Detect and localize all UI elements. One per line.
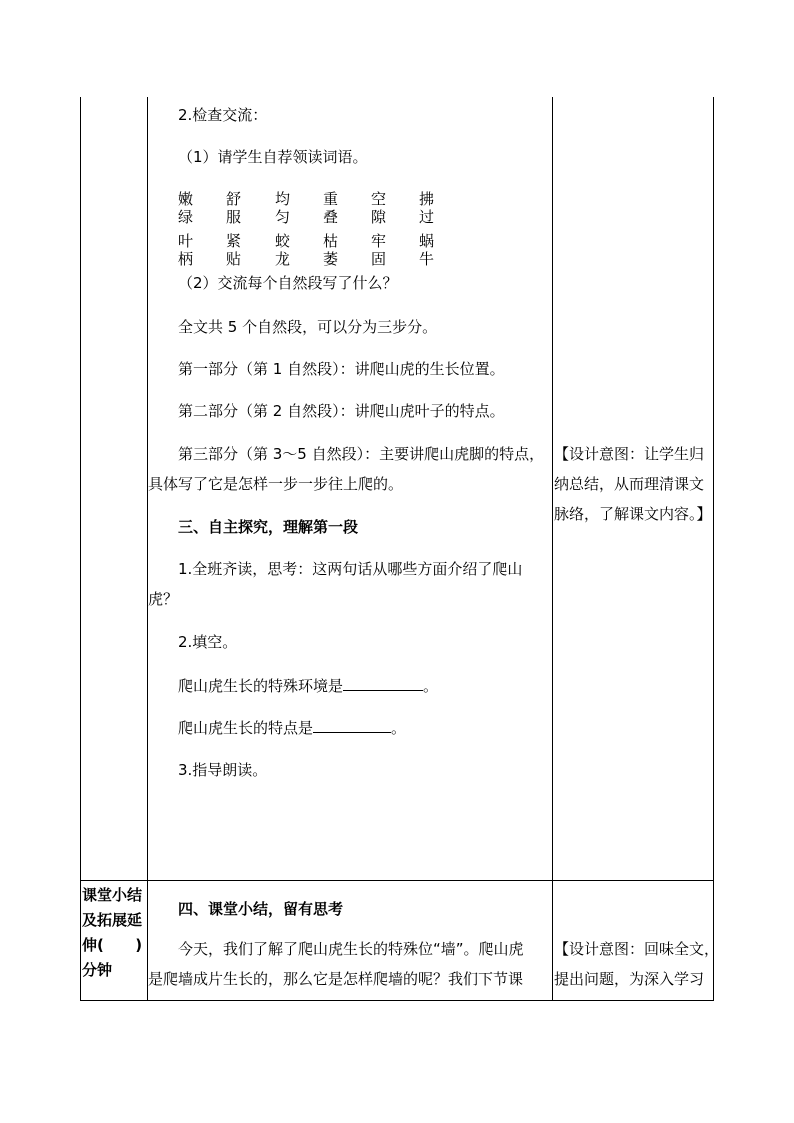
s4-line-1: 今天，我们了解了爬山虎生长的特殊位“墙”。爬山虎 xyxy=(178,940,524,958)
vocab-word: 均匀 xyxy=(275,190,291,226)
design-intent-1-line-1: 【设计意图：让学生归 xyxy=(554,445,705,463)
vocab-word: 叶柄 xyxy=(178,232,194,268)
design-intent-1-line-3: 脉络，了解课文内容。】 xyxy=(554,505,712,523)
vocab-word: 舒服 xyxy=(226,190,242,226)
row-label-line-2: 及拓展延 xyxy=(82,911,143,929)
fill-blank-1 xyxy=(178,676,438,695)
vocab-word: 蛟龙 xyxy=(275,232,291,268)
row-label-line-3: 伸( ) xyxy=(82,936,143,954)
row-separator xyxy=(80,880,714,881)
s4-line-2-clip xyxy=(148,970,552,990)
table-border-bottom xyxy=(80,1000,714,1001)
table-divider-1 xyxy=(147,97,148,1001)
vocab-word: 枯萎 xyxy=(323,232,339,268)
part-2: 第二部分（第 2 自然段）：讲爬山虎叶子的特点。 xyxy=(178,402,505,420)
check-title: 2.检查交流： xyxy=(178,106,268,124)
vocab-word: 嫩绿 xyxy=(178,190,194,226)
table-border-left xyxy=(80,97,81,1001)
s4-line-2: 是爬墙成片生长的，那么它是怎样爬墙的呢？我们下节课 xyxy=(148,970,524,988)
table-border-right xyxy=(713,97,714,1001)
question-2: （2）交流每个自然段写了什么？ xyxy=(178,274,398,292)
vocab-word: 蜗牛 xyxy=(419,232,435,268)
part-3-line-2: 具体写了它是怎样一步一步往上爬的。 xyxy=(148,475,404,493)
fill-2-prefix: 爬山虎生长的特点是 xyxy=(178,719,314,737)
fill-2-suffix: 。 xyxy=(391,719,407,737)
fill-1-suffix: 。 xyxy=(423,677,439,695)
fill-blank-2 xyxy=(178,718,406,737)
section-4-title: 四、课堂小结，留有思考 xyxy=(178,900,344,918)
question-1: （1）请学生自荐领读词语。 xyxy=(178,148,368,166)
design-intent-2-line-2: 提出问题，为深入学习 xyxy=(554,970,705,988)
vocab-word: 紧贴 xyxy=(226,232,242,268)
vocab-word: 空隙 xyxy=(371,190,387,226)
table-divider-2 xyxy=(552,97,553,1001)
design-intent-1-line-2: 纳总结，从而理清课文 xyxy=(554,475,705,493)
row-label-line-4: 分钟 xyxy=(82,961,113,979)
part-1: 第一部分（第 1 自然段）：讲爬山虎的生长位置。 xyxy=(178,360,505,378)
vocab-word: 牢固 xyxy=(371,232,387,268)
answer-blank[interactable] xyxy=(313,718,391,733)
design-intent-2-line-1: 【设计意图：回味全文， xyxy=(554,940,720,958)
s3-question-2: 2.填空。 xyxy=(178,633,238,651)
paragraph-total: 全文共 5 个自然段，可以分为三步分。 xyxy=(178,318,438,336)
answer-blank[interactable] xyxy=(343,676,423,691)
vocab-word: 重叠 xyxy=(323,190,339,226)
s3-question-3: 3.指导朗读。 xyxy=(178,761,268,779)
row-label-line-1: 课堂小结 xyxy=(82,886,143,904)
vocab-word: 拂过 xyxy=(419,190,435,226)
section-3-title: 三、自主探究，理解第一段 xyxy=(178,518,359,536)
fill-1-prefix: 爬山虎生长的特殊环境是 xyxy=(178,677,344,695)
s3-question-1-line-1: 1.全班齐读，思考：这两句话从哪些方面介绍了爬山 xyxy=(178,560,523,578)
s3-question-1-line-2: 虎？ xyxy=(148,590,179,608)
part-3-line-1: 第三部分（第 3～5 自然段）：主要讲爬山虎脚的特点， xyxy=(178,445,545,463)
